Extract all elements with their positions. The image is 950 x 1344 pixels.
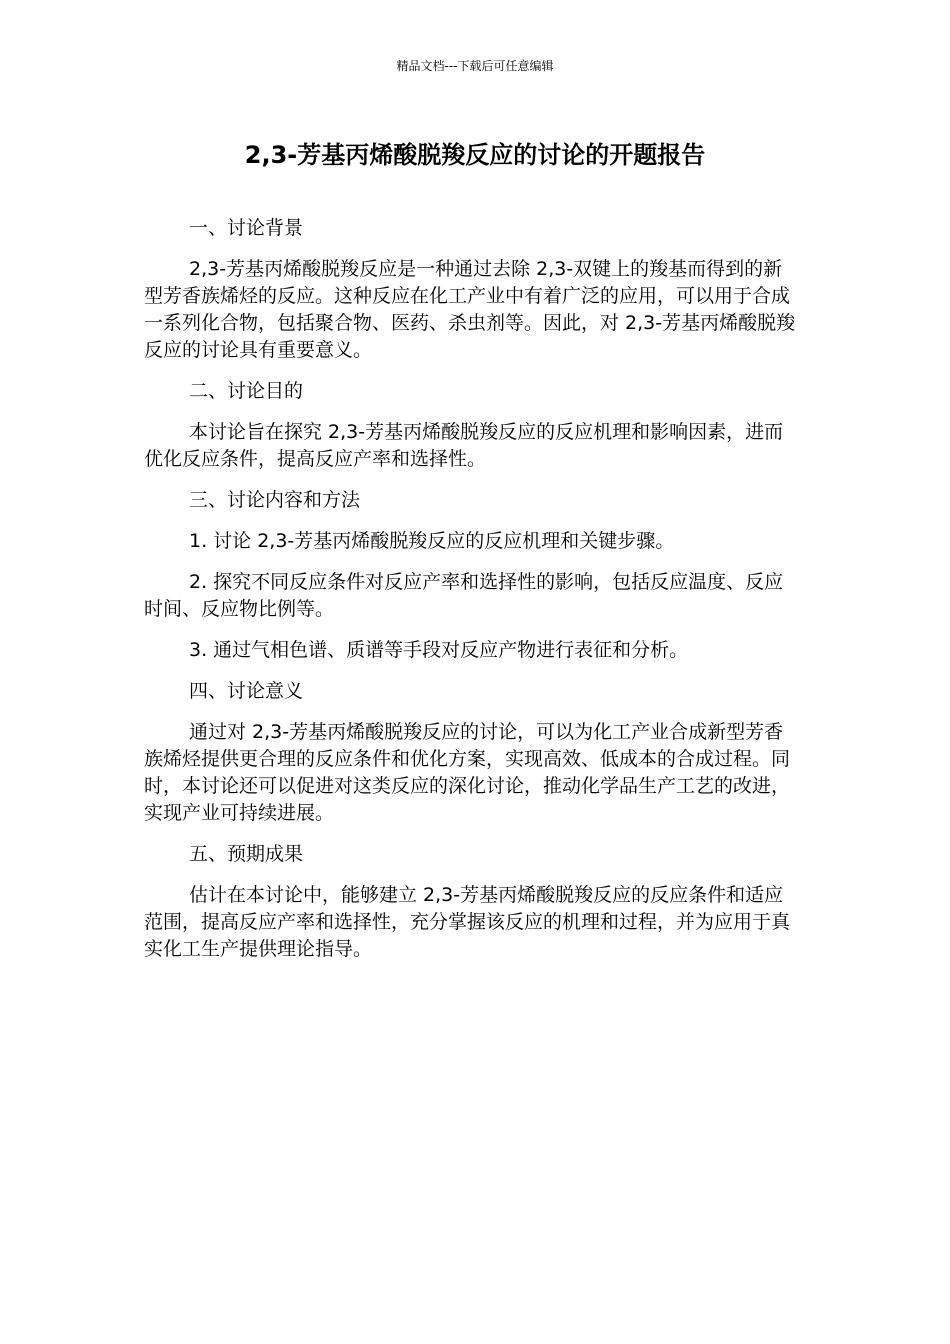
section-heading-purpose: 二、讨论目的 xyxy=(189,380,304,402)
section-text-outcomes: 估计在本讨论中，能够建立 2,3-芳基丙烯酸脱羧反应的反应条件和适应范围，提高反应产率和选择性，充分掌握该反应的机理和过程，并为应用于真实化工生产提供理论指导。 xyxy=(144,884,791,960)
method-item-1: 1. 讨论 2,3-芳基丙烯酸脱羧反应的反应机理和关键步骤。 xyxy=(189,530,675,552)
section-heading-background: 一、讨论背景 xyxy=(189,217,304,239)
section-text-significance: 通过对 2,3-芳基丙烯酸脱羧反应的讨论，可以为化工产业合成新型芳香族烯烃提供更合理的反应条件和优化方案，实现高效、低成本的合成过程。同时，本讨论还可以促进对这类反应的深化讨论，推动化学品生产工艺的改进，实现产业可持续进展。 xyxy=(144,721,791,824)
document-title: 2,3-芳基丙烯酸脱羧反应的讨论的开题报告 xyxy=(244,141,706,169)
page-header-note: 精品文档---下载后可任意编辑 xyxy=(396,59,554,73)
section-heading-significance: 四、讨论意义 xyxy=(189,680,304,702)
method-item-2: 2. 探究不同反应条件对反应产率和选择性的影响，包括反应温度、反应时间、反应物比例等。 xyxy=(144,571,784,620)
section-text-background: 2,3-芳基丙烯酸脱羧反应是一种通过去除 2,3-双键上的羧基而得到的新型芳香族烯烃的反应。这种反应在化工产业中有着广泛的应用，可以用于合成一系列化合物，包括聚合物、医药、杀虫剂等。因此，对 2,3-芳基丙烯酸脱羧反应的讨论具有重要意义。 xyxy=(144,258,796,361)
document-body xyxy=(144,215,800,977)
method-item-3: 3. 通过气相色谱、质谱等手段对反应产物进行表征和分析。 xyxy=(189,639,689,661)
section-heading-methods: 三、讨论内容和方法 xyxy=(189,489,361,511)
section-heading-outcomes: 五、预期成果 xyxy=(189,843,304,865)
section-text-purpose: 本讨论旨在探究 2,3-芳基丙烯酸脱羧反应的反应机理和影响因素，进而优化反应条件，提高反应产率和选择性。 xyxy=(144,421,784,470)
